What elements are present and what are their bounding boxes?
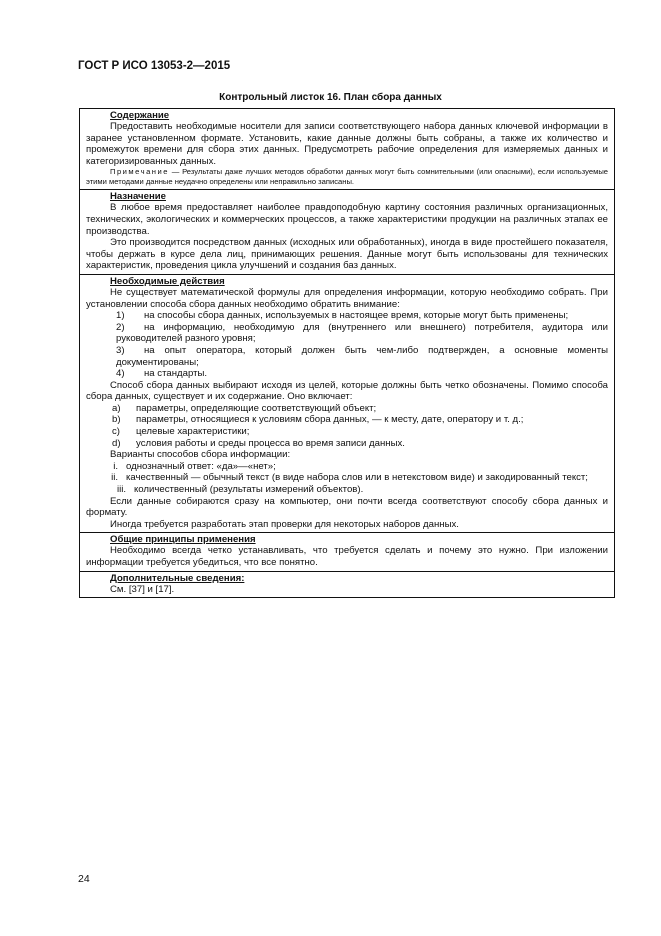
list-item <box>86 438 608 450</box>
list-item <box>86 310 608 322</box>
section-actions <box>80 274 614 532</box>
paragraph: Необходимо всегда четко устанавливать, что требуется сделать и почему это нужно. При изложении информации требуется убедиться, что все понятно. <box>86 545 608 568</box>
list-marker: 1) <box>116 310 125 322</box>
paragraph: Это производится посредством данных (исходных или обработанных), иногда в виде простейшего показателя, чтобы держать в курсе дела лиц, принимающих решения. Данные могут быть использованы для технических характеристик, проведения цикла улучшений и создания баз данных. <box>86 237 608 272</box>
list-item <box>86 322 608 345</box>
section-heading: Дополнительные сведения: <box>110 572 245 584</box>
list-marker: b) <box>112 414 121 426</box>
section-heading: Общие принципы применения <box>110 534 256 546</box>
section-heading: Назначение <box>110 191 166 203</box>
list-item <box>86 484 608 496</box>
list-marker: c) <box>112 426 120 438</box>
list-item <box>86 414 608 426</box>
list-marker: d) <box>112 437 121 449</box>
paragraph: См. [37] и [17]. <box>110 583 175 595</box>
list-marker: iii. <box>116 484 126 496</box>
list-marker: 4) <box>116 368 125 380</box>
paragraph: Предоставить необходимые носители для записи соответствующего набора данных ключевой информации в заранее установленном формате. Установить, какие данные должны быть собраны, а также их количество и промежуток времени для сбора этих данных. Предусмотреть рабочие определения для измеряемых данных и категоризированных данных. <box>86 121 608 167</box>
checklist-table <box>79 108 615 598</box>
section-principles <box>80 532 614 570</box>
checklist-title: Контрольный листок 16. План сбора данных <box>219 92 442 103</box>
paragraph: Способ сбора данных выбирают исходя из целей, которые должны быть четко обозначены. Помимо способа сбора данных, существует и их содержание. Оно включает: <box>86 379 608 403</box>
list-item-text: параметры, относящиеся к условиям сбора данных, — к месту, дате, оператору и т. д.; <box>136 414 524 426</box>
note-label: Примечание <box>110 167 169 177</box>
list-item-text: качественный — обычный текст (в виде набора слов или в нетекстовом виде) и закодированный текст; <box>126 472 588 484</box>
paragraph: Варианты способов сбора информации: <box>110 449 291 461</box>
list-marker: ii. <box>111 472 118 484</box>
list-item <box>86 426 608 438</box>
paragraph: Иногда требуется разработать этап проверки для некоторых наборов данных. <box>110 518 459 530</box>
paragraph: В любое время предоставляет наиболее правдоподобную картину состояния различных организационных, технических, экологических и коммерческих процессов, а также характеристики продукции на различных этапах ее производства. <box>86 202 608 237</box>
list-item-text: однозначный ответ: «да»—«нет»; <box>126 460 276 472</box>
list-marker: 2) <box>116 321 125 333</box>
section-purpose <box>80 189 614 274</box>
section-heading: Необходимые действия <box>110 275 225 287</box>
list-item-text: на информацию, необходимую для (внутреннего или внешнего) потребителя, аудитора или руководителей разного уровня; <box>116 321 608 345</box>
list-item <box>86 368 608 380</box>
list-item <box>86 345 608 368</box>
paragraph: Не существует математической формулы для определения информации, которую необходимо собрать. При установлении способа сбора данных необходимо обратить внимание: <box>86 286 608 310</box>
list-item-text: на стандарты. <box>144 368 208 380</box>
list-marker: i. <box>113 460 118 472</box>
section-heading: Содержание <box>110 110 170 121</box>
paragraph: Если данные собираются сразу на компьютер, они почти всегда соответствуют способу сбора данных и формату. <box>86 495 608 519</box>
list-item-text: параметры, определяющие соответствующий объект; <box>136 402 377 414</box>
list-item-text: количественный (результаты измерений объектов). <box>134 484 364 496</box>
list-marker: 3) <box>116 344 125 356</box>
list-item-text: целевые характеристики; <box>136 426 250 438</box>
section-content <box>80 109 614 189</box>
note <box>86 167 608 187</box>
note-text: — Результаты даже лучших методов обработки данных могут быть сомнительными (или опасными), если используемые этими методами данные неудачно определены или неправильно записаны. <box>86 167 608 187</box>
section-extra <box>80 571 614 598</box>
list-item <box>86 472 608 484</box>
list-item-text: на способы сбора данных, используемых в настоящее время, которые могут быть применены; <box>144 310 569 322</box>
list-item <box>86 403 608 415</box>
list-marker: a) <box>112 402 121 414</box>
list-item-text: условия работы и среды процесса во время записи данных. <box>136 437 405 449</box>
list-item <box>86 461 608 473</box>
document-code: ГОСТ Р ИСО 13053-2—2015 <box>78 60 231 72</box>
list-item-text: на опыт оператора, который должен быть чем-либо подтвержден, а основные моменты документированы; <box>116 344 608 368</box>
page-number: 24 <box>78 873 90 885</box>
